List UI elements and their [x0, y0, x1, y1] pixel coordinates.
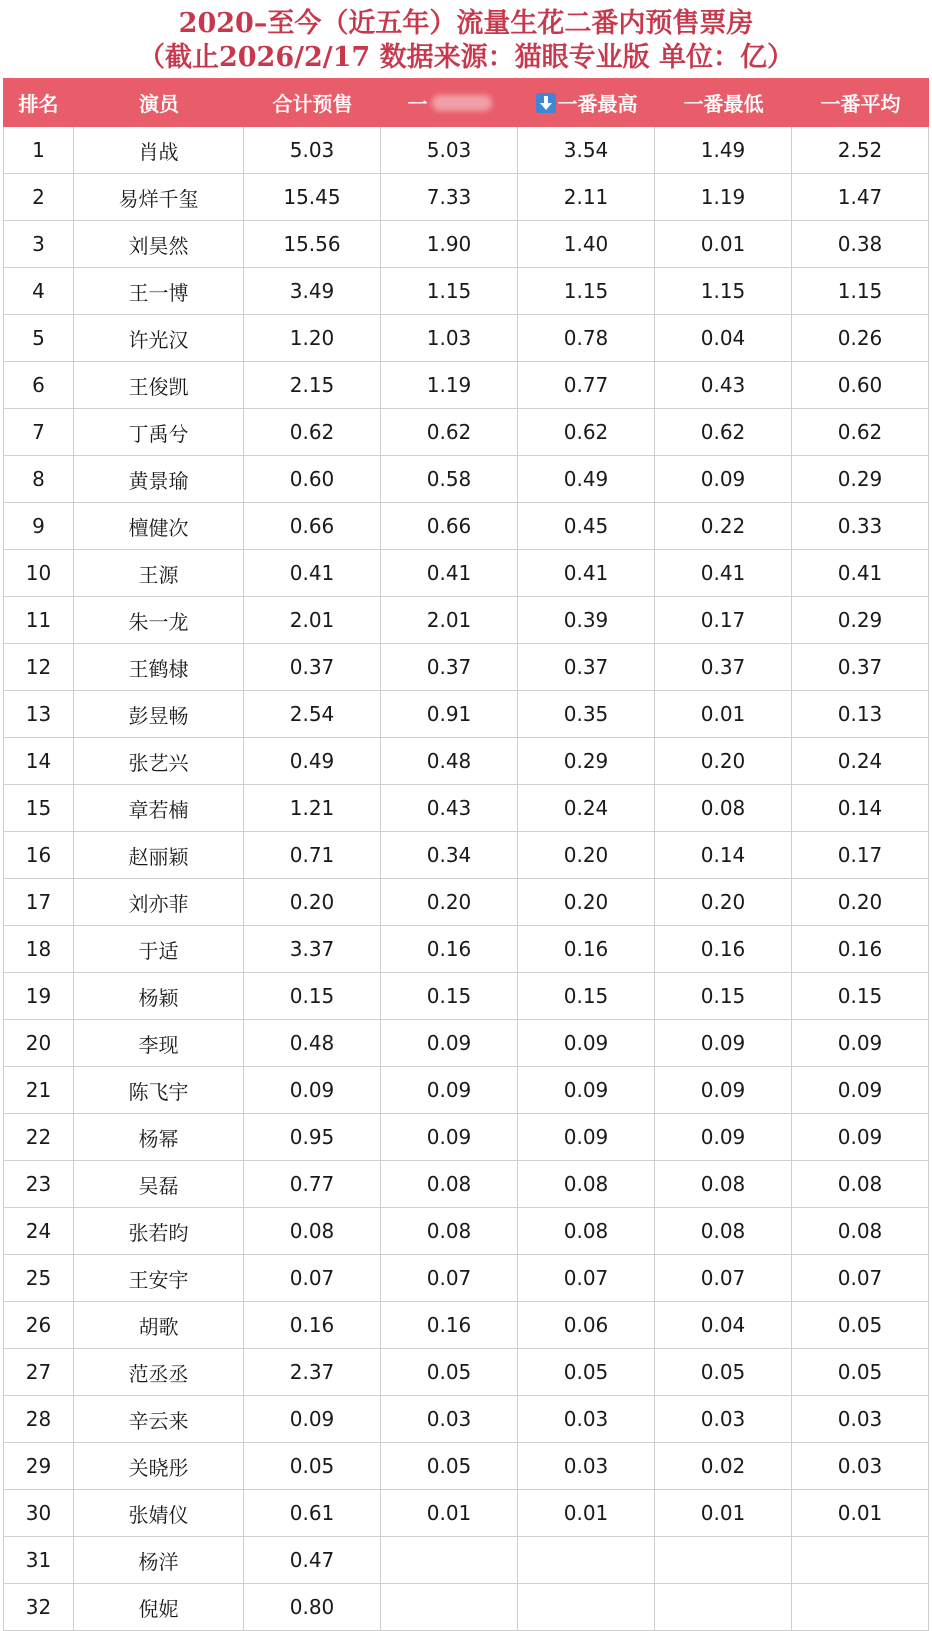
- table-row: [3, 221, 929, 268]
- actor-cell: 黄景瑜: [74, 456, 244, 503]
- rank-cell: 3: [3, 221, 74, 268]
- actor-cell: 王俊凯: [74, 362, 244, 409]
- col6-cell: 0.09: [655, 1114, 792, 1161]
- table-row: [3, 1161, 929, 1208]
- col5-cell: 2.11: [518, 174, 655, 221]
- header-col4: [381, 78, 518, 127]
- col4-cell: 0.09: [381, 1020, 518, 1067]
- col7-cell: 0.20: [792, 879, 929, 926]
- actor-cell: 杨幂: [74, 1114, 244, 1161]
- col7-cell: 0.26: [792, 315, 929, 362]
- col7-cell: 0.62: [792, 409, 929, 456]
- header-col7: 一番平均: [820, 92, 901, 116]
- table-row: [3, 1537, 929, 1584]
- actor-cell: 李现: [74, 1020, 244, 1067]
- col7-cell: 0.09: [792, 1020, 929, 1067]
- actor-cell: 章若楠: [74, 785, 244, 832]
- table-body: [3, 127, 929, 1631]
- rank-cell: 17: [3, 879, 74, 926]
- col7-cell: 0.37: [792, 644, 929, 691]
- table-row: [3, 456, 929, 503]
- col6-cell: 0.09: [655, 1020, 792, 1067]
- table-row: [3, 597, 929, 644]
- col5-cell: [518, 1584, 655, 1631]
- total-presale-cell: 0.95: [244, 1114, 381, 1161]
- rank-cell: 12: [3, 644, 74, 691]
- col5-cell: 1.40: [518, 221, 655, 268]
- col4-cell: 0.48: [381, 738, 518, 785]
- rank-cell: 4: [3, 268, 74, 315]
- actor-cell: 许光汉: [74, 315, 244, 362]
- rank-cell: 25: [3, 1255, 74, 1302]
- total-presale-cell: 0.71: [244, 832, 381, 879]
- col4-cell: 0.15: [381, 973, 518, 1020]
- rank-cell: 26: [3, 1302, 74, 1349]
- col5-cell: 1.15: [518, 268, 655, 315]
- col7-cell: 0.08: [792, 1208, 929, 1255]
- table-row: [3, 1114, 929, 1161]
- header-col5-label: 一番最高: [557, 92, 638, 116]
- rank-cell: 31: [3, 1537, 74, 1584]
- sort-down-arrow-icon[interactable]: [536, 93, 556, 113]
- actor-cell: 王鹤棣: [74, 644, 244, 691]
- col4-cell: 0.08: [381, 1161, 518, 1208]
- col4-cell: 0.34: [381, 832, 518, 879]
- rank-cell: 9: [3, 503, 74, 550]
- col7-cell: 0.01: [792, 1490, 929, 1537]
- col5-cell: 0.08: [518, 1161, 655, 1208]
- col4-cell: 0.09: [381, 1067, 518, 1114]
- col7-cell: 0.05: [792, 1302, 929, 1349]
- col6-cell: 0.22: [655, 503, 792, 550]
- total-presale-cell: 2.15: [244, 362, 381, 409]
- header-rank: 排名: [18, 92, 59, 116]
- actor-cell: 王源: [74, 550, 244, 597]
- col5-cell: 0.24: [518, 785, 655, 832]
- table-row: [3, 1208, 929, 1255]
- total-presale-cell: 15.45: [244, 174, 381, 221]
- header-col4-label: 一: [407, 92, 428, 116]
- col5-cell: 0.01: [518, 1490, 655, 1537]
- col6-cell: 0.08: [655, 1161, 792, 1208]
- table-row: [3, 127, 929, 174]
- total-presale-cell: 0.05: [244, 1443, 381, 1490]
- actor-cell: 丁禹兮: [74, 409, 244, 456]
- total-presale-cell: 0.60: [244, 456, 381, 503]
- rank-cell: 6: [3, 362, 74, 409]
- actor-cell: 彭昱畅: [74, 691, 244, 738]
- col7-cell: 0.17: [792, 832, 929, 879]
- col4-cell: [381, 1537, 518, 1584]
- total-presale-cell: 0.66: [244, 503, 381, 550]
- col5-cell: 0.37: [518, 644, 655, 691]
- total-presale-cell: 0.61: [244, 1490, 381, 1537]
- total-presale-cell: 5.03: [244, 127, 381, 174]
- col6-cell: 0.05: [655, 1349, 792, 1396]
- total-presale-cell: 0.48: [244, 1020, 381, 1067]
- rank-cell: 23: [3, 1161, 74, 1208]
- col4-cell: 0.03: [381, 1396, 518, 1443]
- actor-cell: 吴磊: [74, 1161, 244, 1208]
- col6-cell: 0.17: [655, 597, 792, 644]
- table-row: [3, 1067, 929, 1114]
- rank-cell: 2: [3, 174, 74, 221]
- actor-cell: 于适: [74, 926, 244, 973]
- actor-cell: 关晓彤: [74, 1443, 244, 1490]
- total-presale-cell: 0.09: [244, 1067, 381, 1114]
- col6-cell: 0.20: [655, 879, 792, 926]
- table-row: [3, 738, 929, 785]
- col6-cell: 1.15: [655, 268, 792, 315]
- col4-cell: 1.15: [381, 268, 518, 315]
- actor-cell: 张婧仪: [74, 1490, 244, 1537]
- col7-cell: 0.03: [792, 1443, 929, 1490]
- rank-cell: 15: [3, 785, 74, 832]
- actor-cell: 王安宇: [74, 1255, 244, 1302]
- table-row: [3, 644, 929, 691]
- actor-cell: 张艺兴: [74, 738, 244, 785]
- col7-cell: 1.15: [792, 268, 929, 315]
- table-row: [3, 268, 929, 315]
- total-presale-cell: 0.77: [244, 1161, 381, 1208]
- col5-cell: 0.78: [518, 315, 655, 362]
- total-presale-cell: 0.49: [244, 738, 381, 785]
- rank-cell: 32: [3, 1584, 74, 1631]
- col6-cell: 0.09: [655, 456, 792, 503]
- table-row: [3, 1584, 929, 1631]
- total-presale-cell: 2.37: [244, 1349, 381, 1396]
- col5-cell: 0.08: [518, 1208, 655, 1255]
- table-row: [3, 879, 929, 926]
- col4-cell: 0.08: [381, 1208, 518, 1255]
- col7-cell: 0.24: [792, 738, 929, 785]
- col5-cell: 0.77: [518, 362, 655, 409]
- col4-cell: [381, 1584, 518, 1631]
- actor-cell: 杨洋: [74, 1537, 244, 1584]
- col7-cell: 0.38: [792, 221, 929, 268]
- col7-cell: 0.09: [792, 1114, 929, 1161]
- actor-cell: 朱一龙: [74, 597, 244, 644]
- total-presale-cell: 2.01: [244, 597, 381, 644]
- table-row: [3, 691, 929, 738]
- rank-cell: 19: [3, 973, 74, 1020]
- actor-cell: 倪妮: [74, 1584, 244, 1631]
- table-row: [3, 1255, 929, 1302]
- total-presale-cell: 15.56: [244, 221, 381, 268]
- table-row: [3, 926, 929, 973]
- col6-cell: 0.15: [655, 973, 792, 1020]
- col4-cell: 0.91: [381, 691, 518, 738]
- total-presale-cell: 0.15: [244, 973, 381, 1020]
- col7-cell: 0.08: [792, 1161, 929, 1208]
- table-row: [3, 362, 929, 409]
- table-row: [3, 1396, 929, 1443]
- col7-cell: 0.13: [792, 691, 929, 738]
- col5-cell: 0.39: [518, 597, 655, 644]
- total-presale-cell: 2.54: [244, 691, 381, 738]
- total-presale-cell: 3.49: [244, 268, 381, 315]
- rank-cell: 27: [3, 1349, 74, 1396]
- page-subtitle: （截止2026/2/17 数据来源：猫眼专业版 单位：亿）: [137, 42, 795, 73]
- col7-cell: [792, 1584, 929, 1631]
- actor-cell: 陈飞宇: [74, 1067, 244, 1114]
- col5-cell: 0.03: [518, 1396, 655, 1443]
- col6-cell: 0.01: [655, 1490, 792, 1537]
- col5-cell: 0.41: [518, 550, 655, 597]
- col5-cell: 0.07: [518, 1255, 655, 1302]
- col4-cell: 0.01: [381, 1490, 518, 1537]
- col6-cell: [655, 1584, 792, 1631]
- col6-cell: 0.03: [655, 1396, 792, 1443]
- col7-cell: 0.15: [792, 973, 929, 1020]
- col4-cell: 0.16: [381, 1302, 518, 1349]
- col5-cell: 0.45: [518, 503, 655, 550]
- col4-cell: 0.20: [381, 879, 518, 926]
- col6-cell: 0.04: [655, 315, 792, 362]
- rank-cell: 28: [3, 1396, 74, 1443]
- actor-cell: 赵丽颖: [74, 832, 244, 879]
- col6-cell: 0.01: [655, 221, 792, 268]
- col4-cell: 0.05: [381, 1349, 518, 1396]
- table-header: [3, 78, 929, 127]
- page-title: 2020–至今（近五年）流量生花二番内预售票房: [178, 8, 754, 39]
- col6-cell: 0.09: [655, 1067, 792, 1114]
- total-presale-cell: 3.37: [244, 926, 381, 973]
- rank-cell: 1: [3, 127, 74, 174]
- col7-cell: 0.41: [792, 550, 929, 597]
- rank-cell: 10: [3, 550, 74, 597]
- total-presale-cell: 0.37: [244, 644, 381, 691]
- col7-cell: 0.14: [792, 785, 929, 832]
- actor-cell: 杨颖: [74, 973, 244, 1020]
- col6-cell: [655, 1537, 792, 1584]
- col4-cell: 0.37: [381, 644, 518, 691]
- rank-cell: 22: [3, 1114, 74, 1161]
- col5-cell: 0.29: [518, 738, 655, 785]
- col4-cell: 0.07: [381, 1255, 518, 1302]
- col6-cell: 0.37: [655, 644, 792, 691]
- total-presale-cell: 1.20: [244, 315, 381, 362]
- col5-cell: 0.09: [518, 1114, 655, 1161]
- rank-cell: 11: [3, 597, 74, 644]
- actor-cell: 刘昊然: [74, 221, 244, 268]
- col5-cell: 0.09: [518, 1067, 655, 1114]
- rank-cell: 13: [3, 691, 74, 738]
- col7-cell: 0.03: [792, 1396, 929, 1443]
- rank-cell: 7: [3, 409, 74, 456]
- actor-cell: 易烊千玺: [74, 174, 244, 221]
- actor-cell: 刘亦菲: [74, 879, 244, 926]
- total-presale-cell: 0.47: [244, 1537, 381, 1584]
- table-row: [3, 1302, 929, 1349]
- col7-cell: 0.07: [792, 1255, 929, 1302]
- total-presale-cell: 0.62: [244, 409, 381, 456]
- rank-cell: 18: [3, 926, 74, 973]
- col7-cell: 0.09: [792, 1067, 929, 1114]
- col7-cell: 2.52: [792, 127, 929, 174]
- rank-cell: 30: [3, 1490, 74, 1537]
- rank-cell: 14: [3, 738, 74, 785]
- col5-cell: [518, 1537, 655, 1584]
- col6-cell: 0.43: [655, 362, 792, 409]
- table-row: [3, 1443, 929, 1490]
- table-row: [3, 1490, 929, 1537]
- col5-cell: 3.54: [518, 127, 655, 174]
- col7-cell: 0.33: [792, 503, 929, 550]
- col4-cell: 1.03: [381, 315, 518, 362]
- col5-cell: 0.62: [518, 409, 655, 456]
- header-total-presale: 合计预售: [272, 92, 353, 116]
- col7-cell: 0.29: [792, 456, 929, 503]
- col7-cell: 0.16: [792, 926, 929, 973]
- col5-cell: 0.49: [518, 456, 655, 503]
- table-row: [3, 1020, 929, 1067]
- col6-cell: 0.20: [655, 738, 792, 785]
- col4-cell: 7.33: [381, 174, 518, 221]
- col6-cell: 0.08: [655, 785, 792, 832]
- col4-cell: 5.03: [381, 127, 518, 174]
- rank-cell: 29: [3, 1443, 74, 1490]
- table-row: [3, 1349, 929, 1396]
- col6-cell: 1.49: [655, 127, 792, 174]
- rank-cell: 8: [3, 456, 74, 503]
- col6-cell: 0.04: [655, 1302, 792, 1349]
- col4-cell: 2.01: [381, 597, 518, 644]
- actor-cell: 肖战: [74, 127, 244, 174]
- total-presale-cell: 0.20: [244, 879, 381, 926]
- col7-cell: 0.05: [792, 1349, 929, 1396]
- col5-cell: 0.20: [518, 832, 655, 879]
- col7-cell: 1.47: [792, 174, 929, 221]
- table-row: [3, 973, 929, 1020]
- col4-cell: 0.62: [381, 409, 518, 456]
- rank-cell: 16: [3, 832, 74, 879]
- col4-cell: 0.58: [381, 456, 518, 503]
- total-presale-cell: 1.21: [244, 785, 381, 832]
- col4-cell: 0.41: [381, 550, 518, 597]
- total-presale-cell: 0.41: [244, 550, 381, 597]
- table-row: [3, 832, 929, 879]
- actor-cell: 王一博: [74, 268, 244, 315]
- rank-cell: 5: [3, 315, 74, 362]
- table-row: [3, 785, 929, 832]
- table-row: [3, 409, 929, 456]
- col7-cell: 0.60: [792, 362, 929, 409]
- total-presale-cell: 0.09: [244, 1396, 381, 1443]
- actor-cell: 范丞丞: [74, 1349, 244, 1396]
- col4-cell: 0.16: [381, 926, 518, 973]
- col4-cell: 0.05: [381, 1443, 518, 1490]
- col6-cell: 0.16: [655, 926, 792, 973]
- header-col5[interactable]: [518, 78, 655, 127]
- col4-cell: 0.66: [381, 503, 518, 550]
- col5-cell: 0.20: [518, 879, 655, 926]
- total-presale-cell: 0.07: [244, 1255, 381, 1302]
- col5-cell: 0.06: [518, 1302, 655, 1349]
- rank-cell: 20: [3, 1020, 74, 1067]
- header-col6: 一番最低: [683, 92, 764, 116]
- table-row: [3, 174, 929, 221]
- col5-cell: 0.03: [518, 1443, 655, 1490]
- col6-cell: 0.08: [655, 1208, 792, 1255]
- rank-cell: 21: [3, 1067, 74, 1114]
- total-presale-cell: 0.16: [244, 1302, 381, 1349]
- col6-cell: 1.19: [655, 174, 792, 221]
- redacted-blur: [432, 95, 492, 111]
- actor-cell: 胡歌: [74, 1302, 244, 1349]
- total-presale-cell: 0.80: [244, 1584, 381, 1631]
- col6-cell: 0.62: [655, 409, 792, 456]
- col4-cell: 1.19: [381, 362, 518, 409]
- col6-cell: 0.41: [655, 550, 792, 597]
- col7-cell: [792, 1537, 929, 1584]
- table-row: [3, 503, 929, 550]
- col6-cell: 0.02: [655, 1443, 792, 1490]
- actor-cell: 辛云来: [74, 1396, 244, 1443]
- col5-cell: 0.35: [518, 691, 655, 738]
- col5-cell: 0.09: [518, 1020, 655, 1067]
- rank-cell: 24: [3, 1208, 74, 1255]
- col4-cell: 1.90: [381, 221, 518, 268]
- col5-cell: 0.15: [518, 973, 655, 1020]
- col5-cell: 0.05: [518, 1349, 655, 1396]
- header-actor: 演员: [139, 92, 179, 116]
- col6-cell: 0.07: [655, 1255, 792, 1302]
- table-row: [3, 315, 929, 362]
- actor-cell: 张若昀: [74, 1208, 244, 1255]
- col6-cell: 0.14: [655, 832, 792, 879]
- col4-cell: 0.09: [381, 1114, 518, 1161]
- actor-cell: 檀健次: [74, 503, 244, 550]
- col7-cell: 0.29: [792, 597, 929, 644]
- total-presale-cell: 0.08: [244, 1208, 381, 1255]
- col5-cell: 0.16: [518, 926, 655, 973]
- col6-cell: 0.01: [655, 691, 792, 738]
- table-row: [3, 550, 929, 597]
- col4-cell: 0.43: [381, 785, 518, 832]
